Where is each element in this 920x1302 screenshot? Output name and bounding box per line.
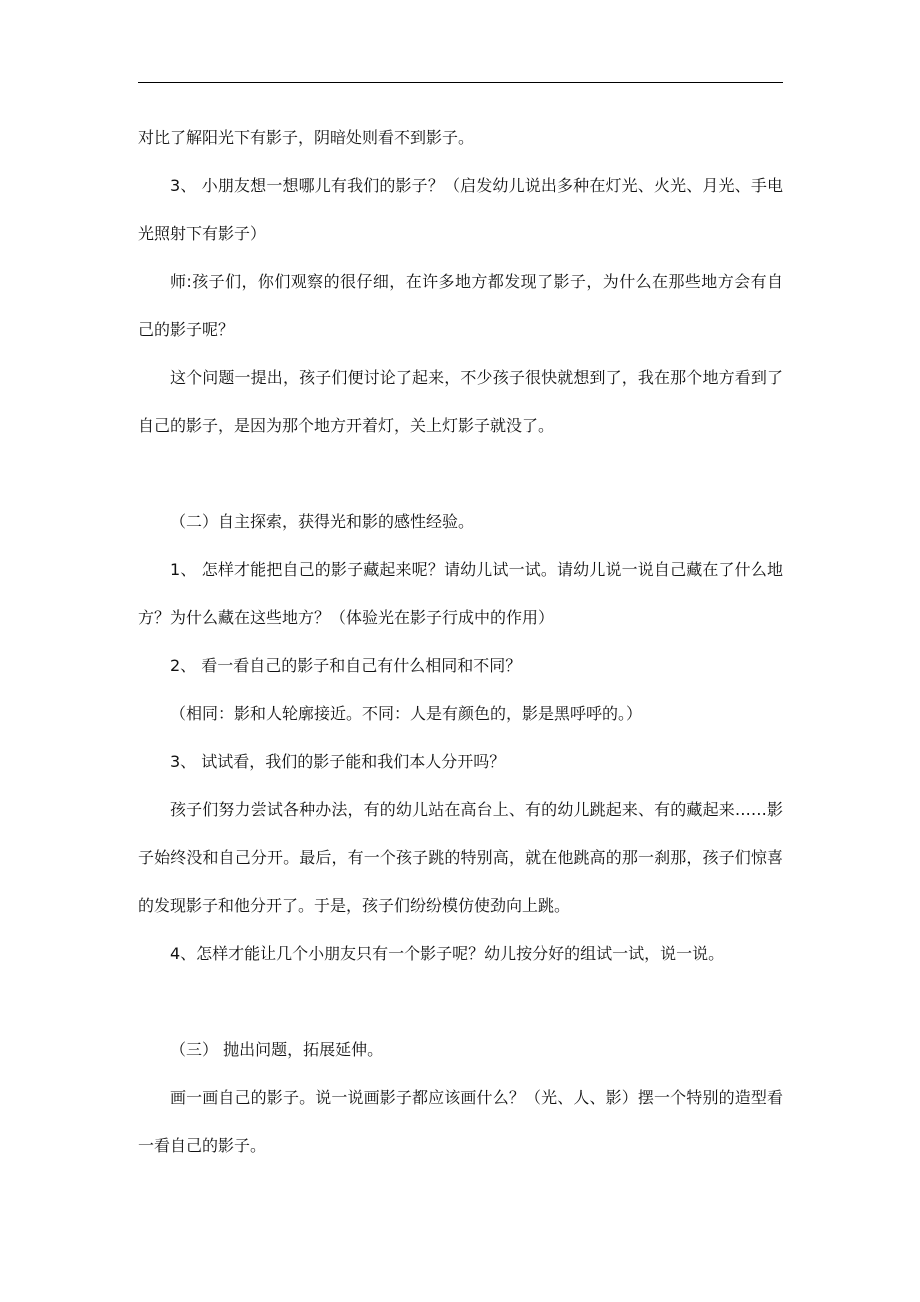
paragraph-2: 3、 小朋友想一想哪儿有我们的影子？（启发幼儿说出多种在灯光、火光、月光、手电光照射下有影子） xyxy=(138,176,783,243)
paragraph-3: 师:孩子们，你们观察的很仔细，在许多地方都发现了影子，为什么在那些地方会有自己的影子呢？ xyxy=(138,272,783,339)
paragraph-5: 1、 怎样才能把自己的影子藏起来呢？请幼儿试一试。请幼儿说一说自己藏在了什么地方？为什么藏在这些地方？（体验光在影子行成中的作用） xyxy=(138,560,783,627)
document-body xyxy=(138,114,783,1170)
paragraph-10: 4、怎样才能让几个小朋友只有一个影子呢？幼儿按分好的组试一试，说一说。 xyxy=(170,944,725,963)
paragraph-9: 孩子们努力尝试各种办法，有的幼儿站在高台上、有的幼儿跳起来、有的藏起来……影子始终没和自己分开。最后，有一个孩子跳的特别高，就在他跳高的那一刹那，孩子们惊喜的发现影子和他分开了。于是，孩子们纷纷模仿使劲向上跳。 xyxy=(138,800,783,915)
paragraph-8: 3、 试试看，我们的影子能和我们本人分开吗？ xyxy=(170,752,506,771)
paragraph-7: （相同：影和人轮廓接近。不同：人是有颜色的，影是黑呼呼的。） xyxy=(170,704,643,723)
paragraph-6: 2、 看一看自己的影子和自己有什么相同和不同？ xyxy=(170,656,522,675)
paragraph-4: 这个问题一提出，孩子们便讨论了起来，不少孩子很快就想到了，我在那个地方看到了自己的影子，是因为那个地方开着灯，关上灯影子就没了。 xyxy=(138,368,783,435)
section-gap xyxy=(138,450,783,498)
section-gap xyxy=(138,978,783,1026)
paragraph-1: 对比了解阳光下有影子，阴暗处则看不到影子。 xyxy=(138,128,475,147)
section-heading-2: （二）自主探索，获得光和影的感性经验。 xyxy=(170,512,475,531)
section-heading-3: （三） 抛出问题，拓展延伸。 xyxy=(170,1040,384,1059)
header-rule xyxy=(138,82,783,83)
paragraph-11: 画一画自己的影子。说一说画影子都应该画什么？（光、人、影）摆一个特别的造型看一看自己的影子。 xyxy=(138,1088,783,1155)
